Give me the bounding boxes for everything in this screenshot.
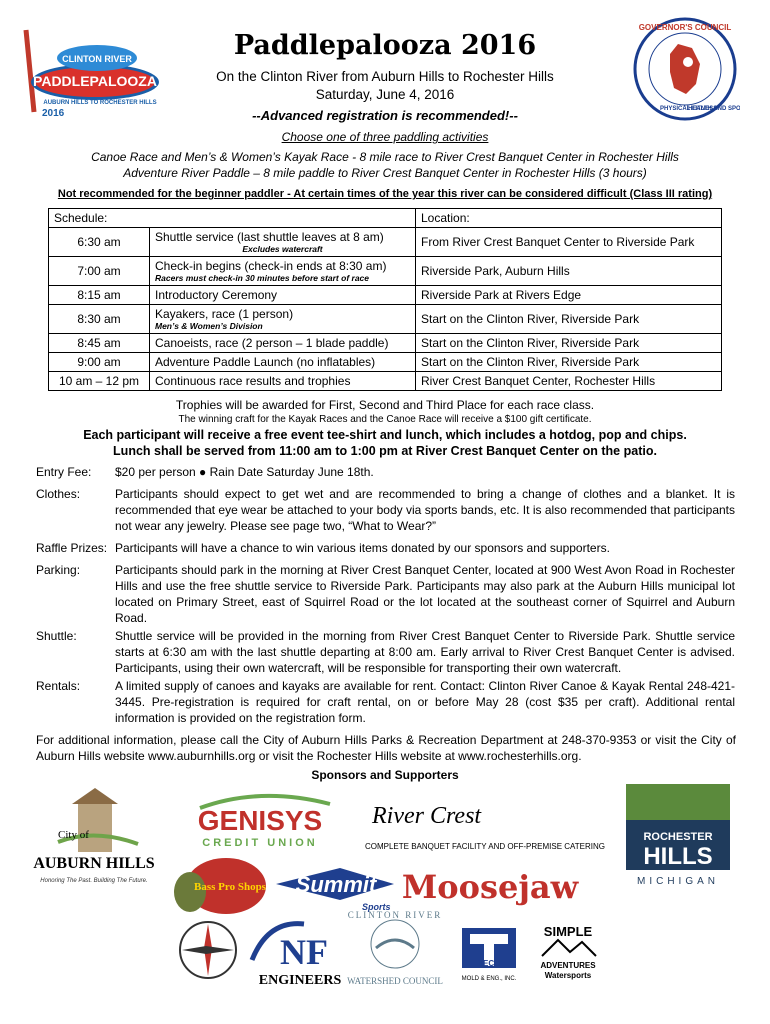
subtitle-route: On the Clinton River from Auburn Hills to Rochester Hills (216, 69, 554, 84)
activity-note: Racers must check-in 30 minutes before start of race (155, 273, 369, 283)
table-row (49, 334, 722, 353)
tech-mold-logo (454, 924, 524, 984)
activity-text: Kayakers, race (1 person) (155, 307, 294, 321)
bass-text: Bass Pro Shops (194, 881, 266, 893)
tech-line2: MOLD & ENG., INC. (461, 976, 517, 982)
auburn-hills-logo (28, 784, 160, 894)
genisys-line2: CREDIT UNION (202, 837, 318, 849)
activity-note: Excludes watercraft (242, 244, 323, 254)
rentals-text: A limited supply of canoes and kayaks are available for rent. Contact: Clinton River Canoe & Kayak Rental 248-421-3445. Pre-registration is required for craft rental, on or before May 28 (cost $35 per craft). Additional rental information is provided on the registration form. (115, 679, 735, 725)
row-location: Riverside Park, Auburn Hills (416, 257, 722, 286)
summit-line1: Summit (295, 872, 377, 897)
clothes-row (36, 486, 736, 538)
row-location: Riverside Park at Rivers Edge (416, 286, 722, 305)
table-row (49, 372, 722, 391)
parking-text: Participants should park in the morning at River Crest Banquet Center, located at 900 West Avon Road in Rochester Hills and use the free shuttle service to Riverside Park. Participants may also park at the Auburn Hills municipal lot located on Primary Street, east of Squirrel Road or the lot located at the southeast corner of Squirrel and Auburn Road. (115, 563, 735, 625)
advanced-registration: --Advanced registration is recommended!-- (252, 108, 518, 123)
row-location: River Crest Banquet Center, Rochester Hills (416, 372, 722, 391)
row-time: 8:45 am (49, 334, 150, 353)
logo-line3: AUBURN HILLS TO ROCHESTER HILLS (43, 100, 157, 106)
compass-logo (176, 918, 240, 982)
logo-line1: CLINTON RIVER (62, 54, 132, 64)
row-activity: Adventure Paddle Launch (no inflatables) (150, 353, 416, 372)
table-row (49, 353, 722, 372)
moosejaw-logo (400, 866, 580, 906)
summit-line2: Sports (362, 902, 391, 912)
participant-line2: Lunch shall be served from 11:00 am to 1:00 pm at River Crest Banquet Center on the patio. (113, 444, 657, 458)
summit-sports-logo (270, 858, 400, 914)
genisys-logo (180, 790, 340, 854)
schedule-table (48, 208, 722, 391)
gov-line3: HEALTH AND SPO (688, 106, 740, 112)
subtitle-date: Saturday, June 4, 2016 (315, 87, 455, 102)
row-activity (150, 228, 416, 257)
row-time: 7:00 am (49, 257, 150, 286)
simple-line3: Watersports (544, 971, 592, 980)
shuttle-text: Shuttle service will be provided in the morning from River Crest Banquet Center to Riverside Park. Shuttle service starts at 6:30 am with the last shuttle departing at 8:00 am. Early arrival to River Crest Banquet Center is advised. Participants, using their own watercraft, will be responsible for transporting their own watercraft. (115, 629, 735, 675)
nf-engineers-logo (242, 914, 352, 988)
raffle-text: Participants will have a chance to win various items donated by our sponsors and supporters. (115, 541, 610, 555)
nf-line2: ENGINEERS (258, 973, 342, 988)
auburn-line3: Honoring The Past. Building The Future. (40, 878, 148, 884)
row-activity: Continuous race results and trophies (150, 372, 416, 391)
moosejaw-text: Moosejaw (401, 868, 579, 906)
table-row (49, 286, 722, 305)
shuttle-row (36, 628, 736, 676)
parking-row (36, 562, 736, 626)
participant-line1: Each participant will receive a free event tee-shirt and lunch, which includes a hotdog, pop and chips. (83, 428, 687, 442)
activity-note: Men’s & Women’s Division (155, 321, 263, 331)
table-header-row (49, 209, 722, 228)
rochester-hills-logo (622, 780, 734, 890)
trophies-text: Trophies will be awarded for First, Second and Third Place for each race class. (175, 398, 595, 412)
table-row (49, 228, 722, 257)
rochester-line2: HILLS (643, 843, 713, 870)
activity-text: Shuttle service (last shuttle leaves at 8 am) (155, 230, 384, 244)
rochester-line1: ROCHESTER (643, 831, 713, 843)
row-activity (150, 305, 416, 334)
raffle-label: Raffle Prizes: (36, 541, 108, 555)
bass-pro-logo (170, 854, 270, 918)
simple-line2: ADVENTURES (540, 961, 596, 970)
row-time: 8:15 am (49, 286, 150, 305)
raffle-row (36, 540, 736, 558)
table-row (49, 305, 722, 334)
crwc-line2: WATERSHED COUNCIL (347, 976, 443, 986)
rivercrest-line2: COMPLETE BANQUET FACILITY AND OFF-PREMISE CATERING (364, 842, 606, 851)
clothes-text: Participants should expect to get wet and are recommended to bring a change of clothes and a blanket. It is recommended that eye wear be attached to your body via sports bands, etc. It is also recommended that participants not wear any jewelry. Please see page two, “What to Wear?” (115, 487, 735, 533)
river-crest-logo (360, 795, 610, 857)
choose-activity: Choose one of three paddling activities (281, 130, 489, 144)
clinton-river-watershed-logo (340, 908, 450, 988)
entry-fee-label: Entry Fee: (36, 465, 92, 479)
row-location: From River Crest Banquet Center to Riverside Park (416, 228, 722, 257)
row-time: 6:30 am (49, 228, 150, 257)
location-header: Location: (416, 209, 722, 228)
activity-1: Canoe Race and Men’s & Women’s Kayak Race - 8 mile race to River Crest Banquet Center in Rochester Hills (91, 150, 679, 164)
gov-line1: GOVERNOR'S COUNCIL (638, 23, 732, 32)
gov-line2: PHYSICAL FITNESS (660, 106, 718, 112)
entry-fee-text: $20 per person ● Rain Date Saturday June 18th. (115, 465, 374, 479)
genisys-line1: GENISYS (197, 805, 323, 836)
nf-line1: NF (280, 932, 328, 972)
row-location: Start on the Clinton River, Riverside Park (416, 305, 722, 334)
row-location: Start on the Clinton River, Riverside Park (416, 353, 722, 372)
activity-text: Check-in begins (check-in ends at 8:30 am) (155, 259, 387, 273)
page-title: Paddlepalooza 2016 (233, 30, 537, 61)
table-row (49, 257, 722, 286)
simple-line1: SIMPLE (543, 924, 593, 939)
sponsors-title: Sponsors and Supporters (311, 768, 459, 782)
row-activity: Canoeists, race (2 person – 1 blade paddle) (150, 334, 416, 353)
rivercrest-line1: River Crest (372, 803, 482, 829)
difficulty-warning: Not recommended for the beginner paddler - At certain times of the year this river can be considered difficult (Class III rating) (57, 188, 713, 200)
entry-fee-row (36, 464, 736, 484)
parking-label: Parking: (36, 563, 81, 577)
auburn-line2: AUBURN HILLS (33, 855, 155, 872)
row-location: Start on the Clinton River, Riverside Park (416, 334, 722, 353)
shuttle-label: Shuttle: (36, 629, 77, 643)
logo-line2: PADDLEPALOOZA (33, 73, 157, 89)
row-time: 10 am – 12 pm (49, 372, 150, 391)
logo-year: 2016 (42, 108, 65, 119)
rentals-label: Rentals: (36, 679, 81, 693)
winning-text: The winning craft for the Kayak Races and the Canoe Race will receive a $100 gift certificate. (178, 414, 592, 425)
simple-adventures-logo (528, 920, 608, 982)
row-activity: Introductory Ceremony (150, 286, 416, 305)
schedule-header: Schedule: (49, 209, 416, 228)
row-time: 9:00 am (49, 353, 150, 372)
tech-line1: TECH (478, 959, 500, 968)
activity-2: Adventure River Paddle – 8 mile paddle to River Crest Banquet Center in Rochester Hills (3 hours) (123, 166, 647, 180)
auburn-line1: City of (58, 829, 89, 841)
clothes-label: Clothes: (36, 487, 81, 501)
crwc-line1: CLINTON RIVER (347, 910, 443, 920)
rentals-row (36, 678, 736, 726)
row-time: 8:30 am (49, 305, 150, 334)
row-activity (150, 257, 416, 286)
additional-info: For additional information, please call the City of Auburn Hills Parks & Recreation Department at 248-370-9353 or visit the City of Auburn Hills website www.auburnhills.org or visit the Rochester Hills website at www.rochesterhills.org. (36, 733, 736, 763)
rochester-line3: MICHIGAN (637, 876, 719, 887)
governors-council-logo (630, 14, 740, 124)
